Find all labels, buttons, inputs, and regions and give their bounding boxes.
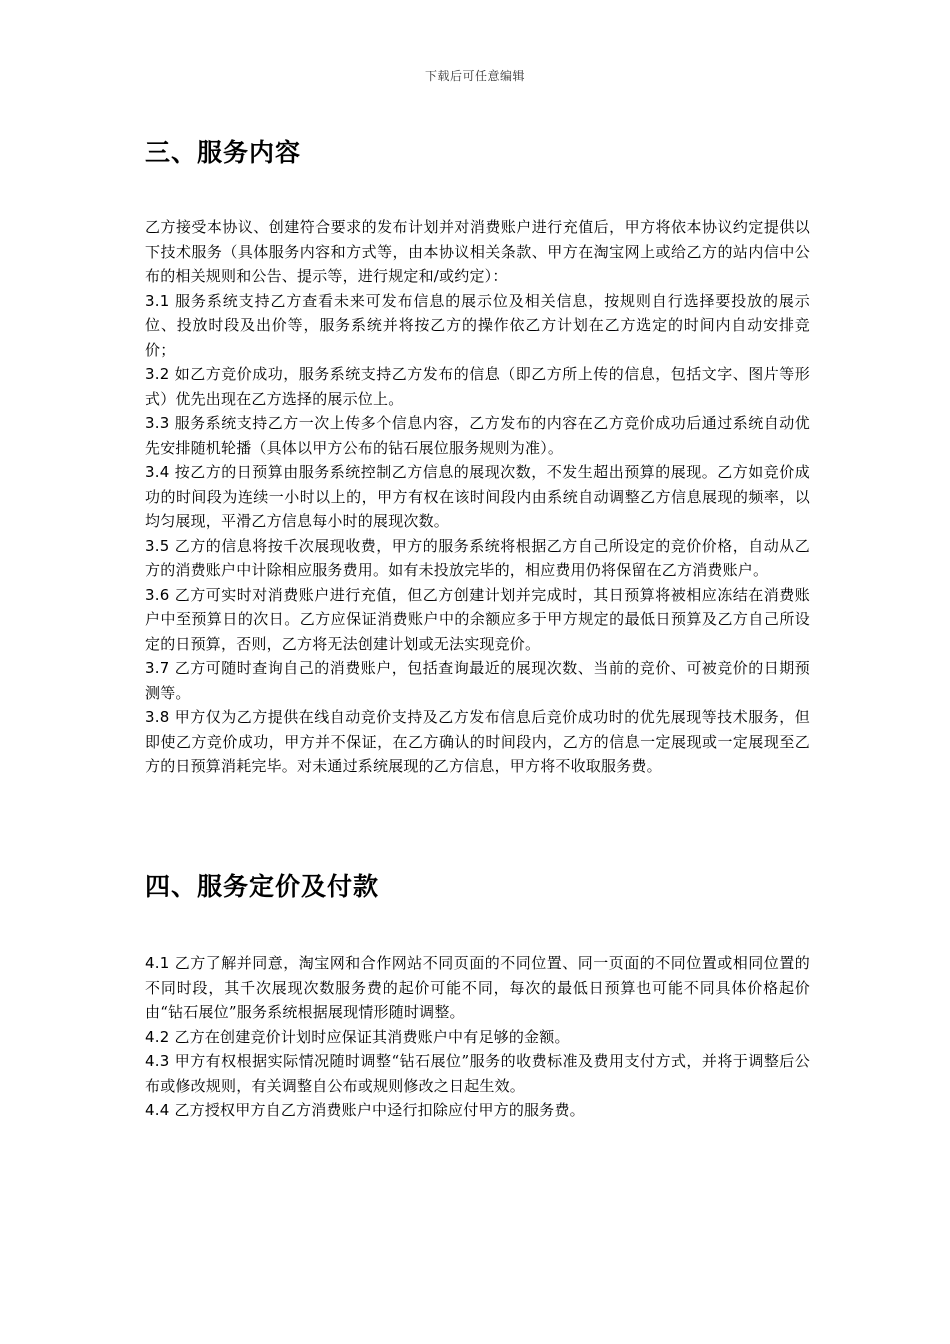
clause-number: 3.3 [145,414,170,432]
clause-text: 如乙方竞价成功，服务系统支持乙方发布的信息（即乙方所上传的信息，包括文字、图片等形式）优先出现在乙方选择的展示位上。 [145,365,810,408]
clause-number: 3.7 [145,659,170,677]
clause-number: 3.5 [145,536,170,555]
clause-3-3 [145,411,810,460]
clause-text: 乙方在创建竞价计划时应保证其消费账户中有足够的金额。 [174,1027,570,1046]
clause-text: 甲方仅为乙方提供在线自动竞价支持及乙方发布信息后竞价成功时的优先展现等技术服务，但即使乙方竞价成功，甲方并不保证，在乙方确认的时间段内，乙方的信息一定展现或一定展现至乙方的日预算消耗完毕。对未通过系统展现的乙方信息，甲方将不收取服务费。 [145,708,810,775]
clause-3-4 [145,460,810,534]
clause-4-3 [145,1049,810,1098]
clause-number: 3.8 [145,708,170,726]
section-3-intro: 乙方接受本协议、创建符合要求的发布计划并对消费账户进行充值后，甲方将依本协议约定提供以下技术服务（具体服务内容和方式等，由本协议相关条款、甲方在淘宝网上或给乙方的站内信中公布的相关规则和公告、提示等，进行规定和/或约定）： [145,218,810,285]
clause-text: 甲方有权根据实际情况随时调整“钻石展位”服务的收费标准及费用支付方式，并将于调整后公布或修改规则，有关调整自公布或规则修改之日起生效。 [145,1052,810,1095]
clause-number: 4.3 [145,1052,170,1070]
clause-number: 3.1 [145,291,170,310]
clause-text: 乙方授权甲方自乙方消费账户中迳行扣除应付甲方的服务费。 [174,1101,585,1119]
clause-number: 3.4 [145,463,170,481]
section-3-heading: 三、服务内容 [145,138,302,167]
clause-3-8 [145,705,810,779]
clause-text: 服务系统支持乙方查看未来可发布信息的展示位及相关信息，按规则自行选择要投放的展示位、投放时段及出价等，服务系统并将按乙方的操作依乙方计划在乙方选定的时间内自动安排竞价； [145,291,811,359]
clause-4-2 [145,1025,810,1050]
clause-text: 乙方了解并同意，淘宝网和合作网站不同页面的不同位置、同一页面的不同位置或相同位置的不同时段，其千次展现次数服务费的起价可能不同，每次的最低日预算也可能不同具体价格起价由“钻石展位”服务系统根据展现情形随时调整。 [145,954,810,1021]
clause-number: 3.2 [145,365,170,383]
clause-text: 乙方的信息将按千次展现收费，甲方的服务系统将根据乙方自己所设定的竞价价格，自动从乙方的消费账户中计除相应服务费用。如有未投放完毕的，相应费用仍将保留在乙方消费账户。 [145,536,810,579]
clause-number: 4.1 [145,954,170,972]
clause-3-6 [145,583,810,657]
clause-text: 按乙方的日预算由服务系统控制乙方信息的展现次数，不发生超出预算的展现。乙方如竞价成功的时间段为连续一小时以上的，甲方有权在该时间段内由系统自动调整乙方信息展现的频率，以均匀展现，平滑乙方信息每小时的展现次数。 [145,463,810,530]
clause-number: 4.2 [145,1027,170,1046]
clause-3-2 [145,362,810,411]
header-note: 下载后可任意编辑 [424,69,525,83]
clause-text: 乙方可实时对消费账户进行充值，但乙方创建计划并完成时，其日预算将被相应冻结在消费账户中至预算日的次日。乙方应保证消费账户中的余额应多于甲方规定的最低日预算及乙方自己所设定的日预算，否则，乙方将无法创建计划或无法实现竞价。 [145,585,810,653]
clause-3-5 [145,534,810,583]
clause-text: 乙方可随时查询自己的消费账户，包括查询最近的展现次数、当前的竞价、可被竞价的日期预测等。 [145,659,810,702]
clause-number: 3.6 [145,585,170,604]
clause-4-1 [145,951,810,1025]
section-4-body [145,951,810,1123]
clause-text: 服务系统支持乙方一次上传多个信息内容，乙方发布的内容在乙方竞价成功后通过系统自动优先安排随机轮播（具体以甲方公布的钻石展位服务规则为准）。 [145,414,810,457]
clause-3-1 [145,289,810,363]
section-4-heading: 四、服务定价及付款 [145,872,380,901]
clause-number: 4.4 [145,1101,170,1119]
clause-4-4 [145,1098,810,1123]
section-3-body [145,215,810,779]
clause-3-7 [145,656,810,705]
